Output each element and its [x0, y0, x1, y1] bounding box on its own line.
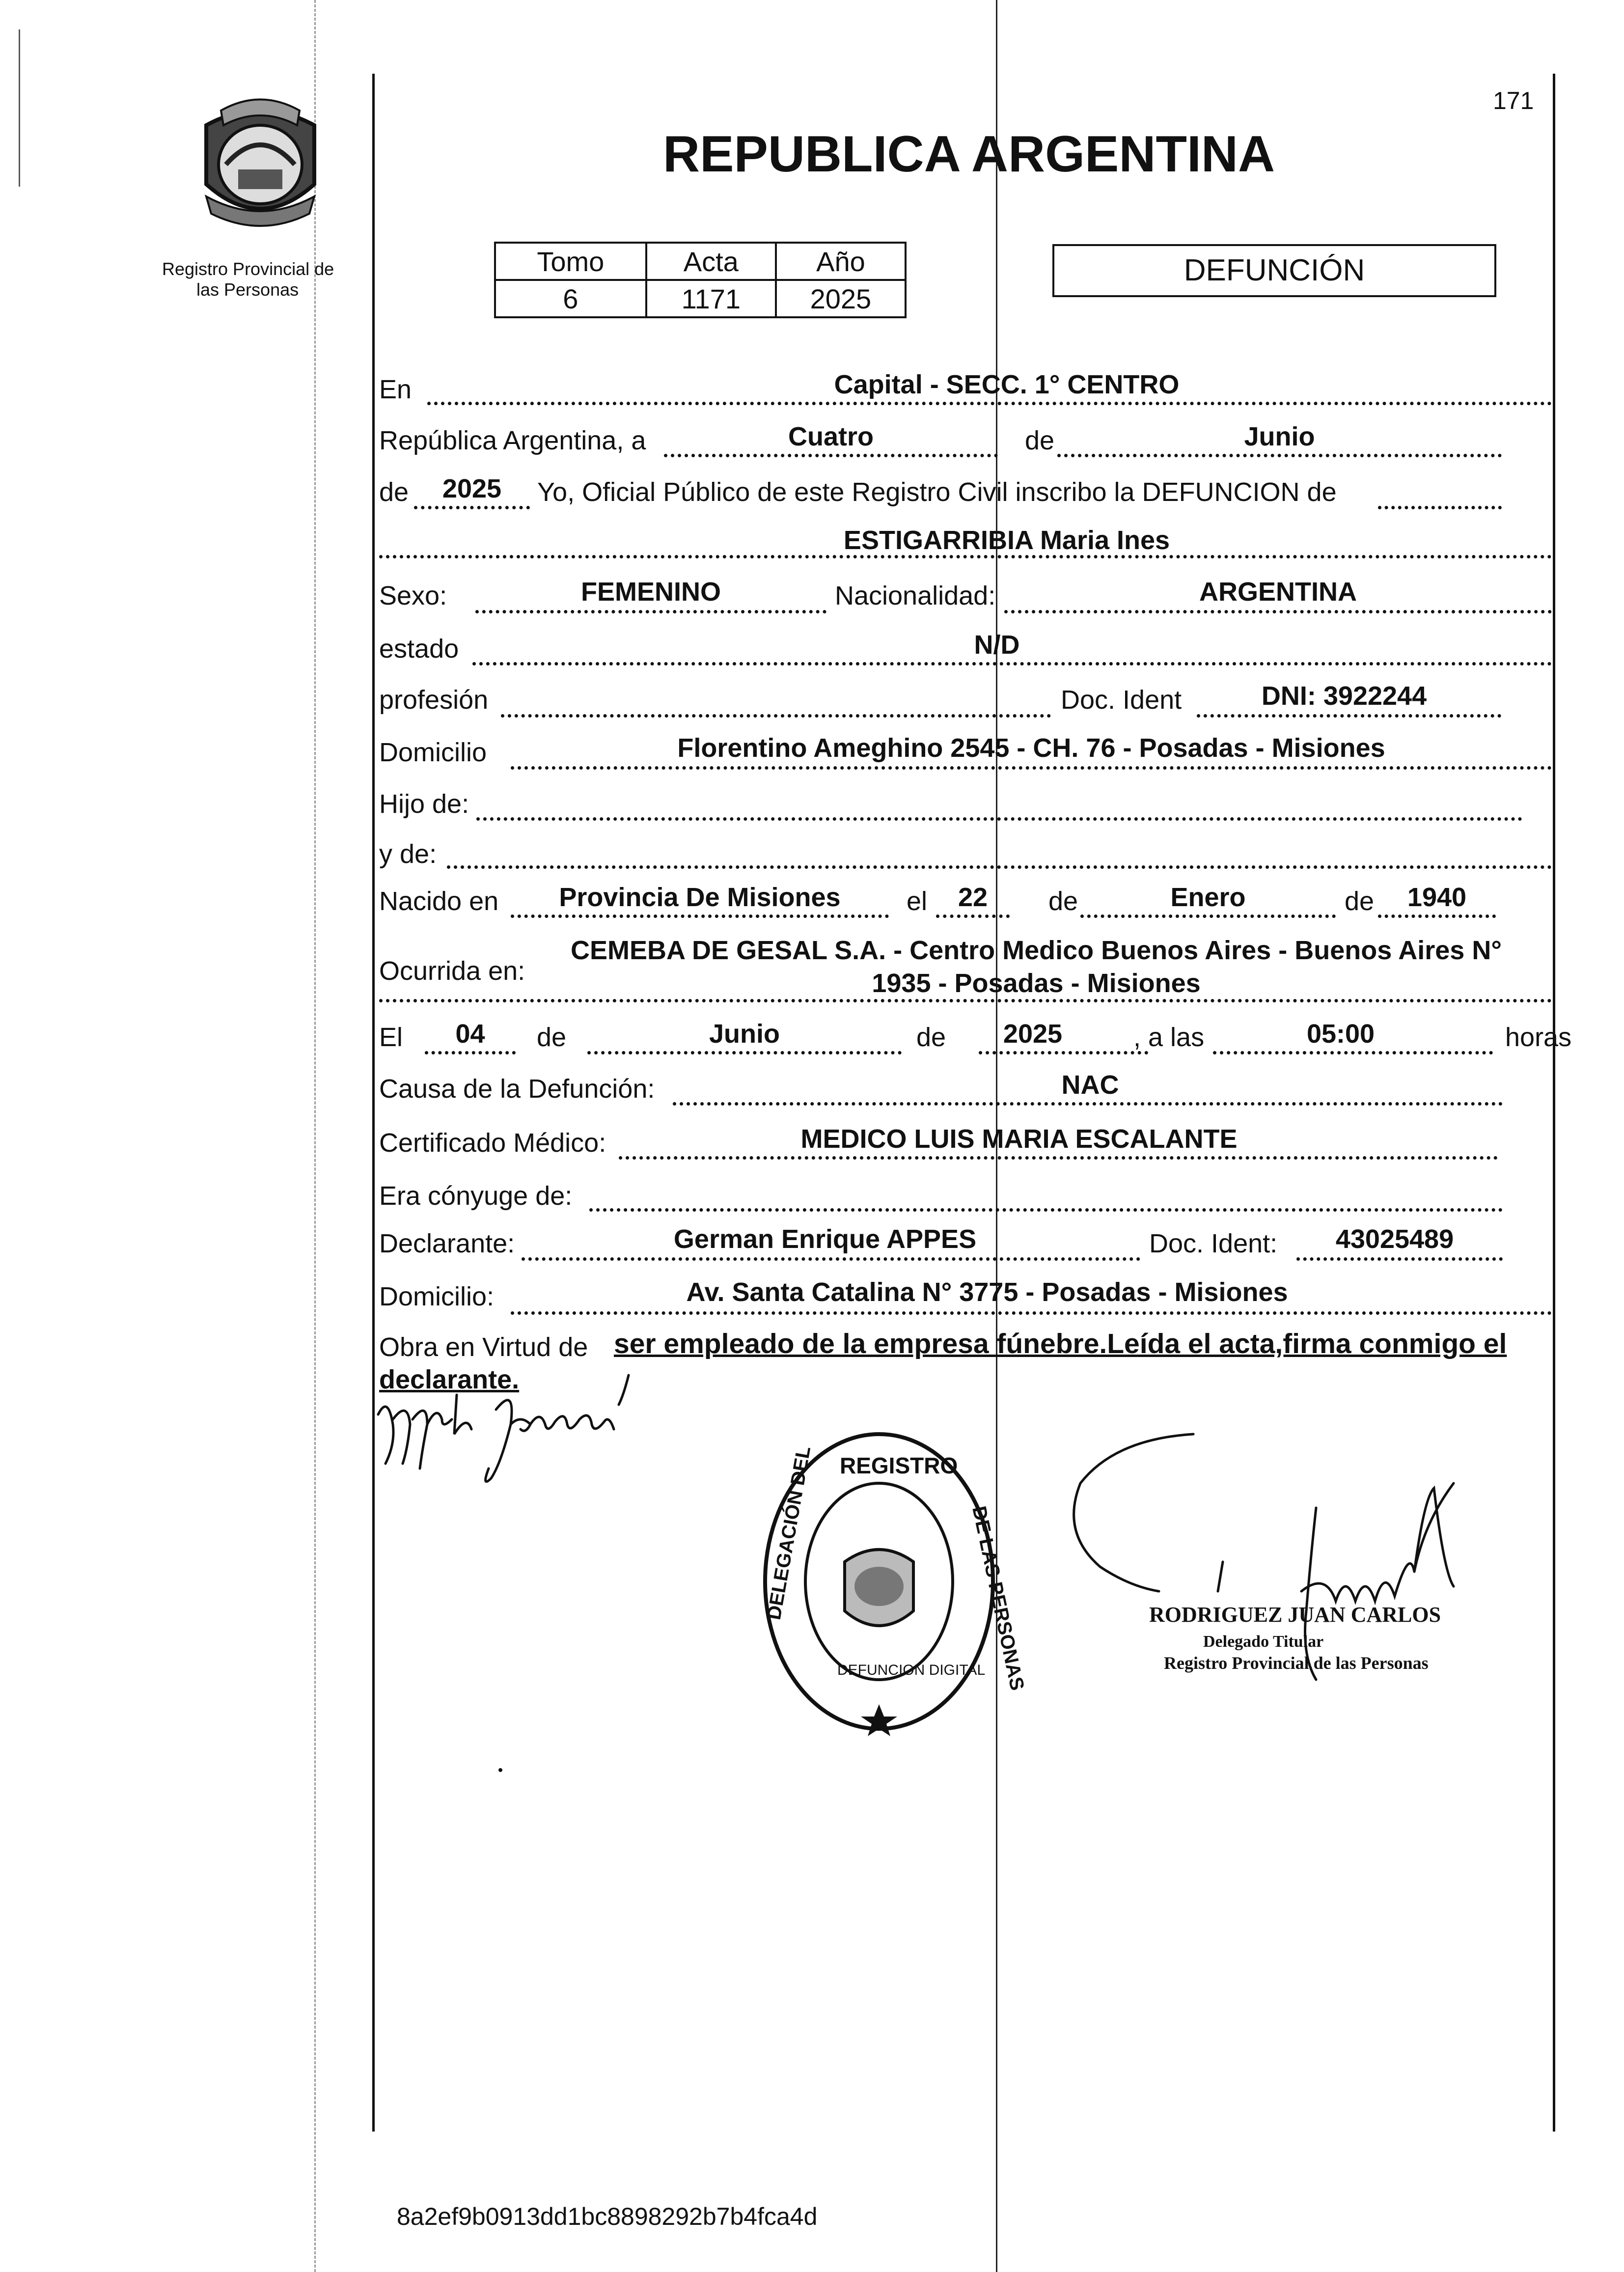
header-acta: Acta [646, 243, 776, 280]
field-line [379, 555, 1552, 558]
label-de-6: de [916, 1023, 946, 1052]
label-sexo: Sexo: [379, 581, 447, 610]
field-line [472, 662, 1552, 665]
value-dia-letras: Cuatro [788, 422, 874, 451]
official-role: Delegado Titular [1203, 1633, 1324, 1651]
field-line [1004, 610, 1552, 613]
page-title: REPUBLICA ARGENTINA [663, 126, 1275, 183]
scan-speck [498, 1768, 502, 1772]
header-tomo: Tomo [495, 243, 646, 280]
registry-seal [761, 1429, 1028, 1734]
field-line [1378, 506, 1502, 509]
label-obra: Obra en Virtud de [379, 1332, 588, 1362]
value-declarante-domicilio: Av. Santa Catalina N° 3775 - Posadas - Misiones [686, 1277, 1288, 1307]
value-causa: NAC [1061, 1070, 1119, 1100]
svg-text:DELEGACIÓN DEL: DELEGACIÓN DEL [763, 1444, 815, 1622]
shield-emblem-icon [192, 91, 329, 238]
page-number: 171 [1493, 87, 1534, 114]
value-acta: 1171 [646, 280, 776, 317]
field-line [1080, 914, 1336, 918]
value-anio: 2025 [442, 474, 502, 503]
label-a-las: , a las [1133, 1023, 1205, 1052]
field-line [587, 1051, 902, 1054]
official-org: Registro Provincial de las Personas [1164, 1653, 1429, 1673]
seal-stamp-icon [761, 1429, 1028, 1734]
field-line [511, 766, 1552, 770]
svg-text:DE LAS PERSONAS: DE LAS PERSONAS [968, 1504, 1028, 1692]
field-line [1197, 714, 1501, 718]
label-hijo-de: Hijo de: [379, 789, 469, 819]
value-nac-dia: 22 [958, 883, 988, 912]
province-emblem [192, 91, 329, 238]
value-doc-ident: DNI: 3922244 [1261, 681, 1427, 711]
header-anio: Año [776, 243, 906, 280]
value-nac-anio: 1940 [1407, 883, 1467, 912]
label-en: En [379, 375, 412, 404]
label-ocurrida-en: Ocurrida en: [379, 956, 525, 986]
label-domicilio: Domicilio [379, 738, 487, 767]
label-el: el [907, 887, 928, 916]
value-def-dia: 04 [455, 1019, 485, 1049]
label-horas: horas [1505, 1023, 1572, 1052]
label-de-3: de [1048, 887, 1078, 916]
value-obra-2: declarante. [379, 1365, 520, 1394]
field-line [447, 865, 1552, 869]
field-line [1213, 1051, 1493, 1054]
label-causa: Causa de la Defunción: [379, 1074, 655, 1104]
label-de-2: de [379, 477, 409, 507]
footer-hash: 8a2ef9b0913dd1bc8898292b7b4fca4d [397, 2203, 818, 2230]
label-republica: República Argentina, a [379, 426, 646, 455]
official-signature [1071, 1424, 1503, 1748]
label-estado: estado [379, 634, 459, 664]
scan-edge-line [19, 29, 20, 187]
value-nacionalidad: ARGENTINA [1199, 577, 1357, 607]
field-line [522, 1257, 1140, 1261]
field-line [979, 1051, 1148, 1054]
svg-text:REGISTRO: REGISTRO [840, 1453, 958, 1478]
field-line [475, 610, 826, 613]
label-nacido-en: Nacido en [379, 887, 499, 916]
value-def-anio: 2025 [1003, 1019, 1063, 1049]
value-declarante: German Enrique APPES [673, 1224, 977, 1254]
field-line [501, 714, 1051, 718]
value-def-hora: 05:00 [1306, 1019, 1375, 1049]
reference-header-row [495, 243, 906, 280]
label-el-cap: El [379, 1023, 403, 1052]
field-line [1296, 1257, 1503, 1261]
scan-edge-line-2 [314, 0, 317, 2272]
field-line [1378, 914, 1496, 918]
declarant-signature [373, 1365, 648, 1493]
value-nacido-en: Provincia De Misiones [559, 883, 841, 912]
field-line [1057, 454, 1502, 457]
reference-value-row [495, 280, 906, 317]
field-line [619, 1156, 1498, 1160]
value-obra-1: ser empleado de la empresa fúnebre.Leída el acta,firma conmigo el [614, 1328, 1507, 1359]
field-line [427, 402, 1552, 405]
label-yo: Yo, Oficial Público de este Registro Civil inscribo la DEFUNCION de [537, 477, 1337, 507]
field-line [476, 817, 1522, 821]
field-line [936, 914, 1010, 918]
svg-text:DEFUNCION DIGITAL: DEFUNCION DIGITAL [837, 1662, 986, 1678]
form-border-right [1553, 74, 1555, 2132]
emblem-caption-1: Registro Provincial de [162, 259, 334, 279]
label-certificado: Certificado Médico: [379, 1128, 606, 1158]
label-declarante: Declarante: [379, 1229, 515, 1258]
doc-type-label: DEFUNCIÓN [1184, 253, 1365, 287]
label-de-5: de [537, 1023, 567, 1052]
value-declarante-doc: 43025489 [1335, 1224, 1454, 1254]
field-line [425, 1051, 516, 1054]
value-certificado: MEDICO LUIS MARIA ESCALANTE [800, 1124, 1238, 1154]
value-tomo: 6 [495, 280, 646, 317]
field-line [664, 454, 998, 457]
form-border-left [372, 74, 375, 2132]
value-ocurrida-2: 1935 - Posadas - Misiones [872, 969, 1201, 998]
value-estado: N/D [974, 630, 1020, 660]
value-nac-mes: Enero [1170, 883, 1246, 912]
value-nombre: ESTIGARRIBIA Maria Ines [843, 526, 1170, 555]
value-domicilio: Florentino Ameghino 2545 - CH. 76 - Posadas - Misiones [677, 733, 1385, 763]
label-conyuge: Era cónyuge de: [379, 1181, 573, 1211]
label-de: de [1025, 426, 1055, 455]
label-y-de: y de: [379, 839, 437, 869]
label-domicilio-2: Domicilio: [379, 1282, 495, 1311]
label-doc-ident: Doc. Ident [1061, 685, 1182, 715]
doc-type-box [1052, 244, 1496, 297]
official-name: RODRIGUEZ JUAN CARLOS [1149, 1603, 1441, 1627]
field-line [589, 1208, 1503, 1212]
field-line [414, 506, 530, 509]
label-nacionalidad: Nacionalidad: [835, 581, 996, 610]
value-mes: Junio [1244, 422, 1315, 451]
value-ocurrida-1: CEMEBA DE GESAL S.A. - Centro Medico Buenos Aires - Buenos Aires N° [571, 936, 1502, 965]
label-de-4: de [1345, 887, 1375, 916]
value-sexo: FEMENINO [580, 577, 721, 607]
field-line [511, 1311, 1552, 1315]
reference-table [494, 242, 907, 318]
label-profesion: profesión [379, 685, 489, 715]
label-doc-ident-2: Doc. Ident: [1149, 1229, 1278, 1258]
field-line [379, 999, 1552, 1002]
value-anio: 2025 [776, 280, 906, 317]
emblem-caption-2: las Personas [196, 279, 299, 300]
field-line [673, 1102, 1503, 1106]
value-lugar: Capital - SECC. 1° CENTRO [834, 370, 1180, 399]
value-def-mes: Junio [709, 1019, 780, 1049]
field-line [511, 914, 889, 918]
